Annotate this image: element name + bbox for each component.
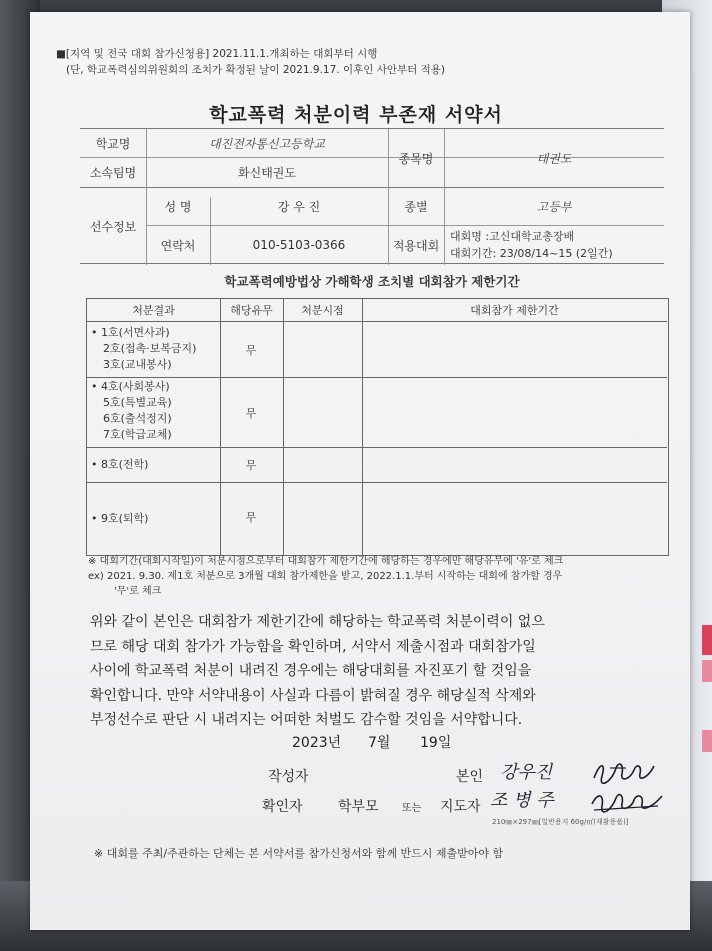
submission-note: ※ 대회를 주최/주관하는 단체는 본 서약서를 참가신청서와 함께 반드시 제출받아야 함 <box>94 847 504 860</box>
item: 6호(출석정지) <box>103 412 172 425</box>
item: 5호(특별교육) <box>103 396 172 409</box>
player-label: 선수정보 <box>89 219 137 234</box>
sport-value: 태권도 <box>536 151 572 166</box>
row-2-applicable: 무 <box>245 407 257 420</box>
confirmer-label: 확인자 <box>262 799 303 815</box>
row-1-items <box>91 325 196 373</box>
or-label: 또는 <box>402 803 422 814</box>
self-label: 본인 <box>456 769 484 785</box>
name-value: 강 우 진 <box>277 199 321 214</box>
item: 3호(교내봉사) <box>103 358 172 371</box>
header-restriction-period: 대회참가 제한기간 <box>470 304 559 317</box>
pledge-line: 위와 같이 본인은 대회참가 제한기간에 해당하는 학교폭력 처분이력이 없으 <box>90 614 545 630</box>
category-value: 고등부 <box>536 199 572 214</box>
header-applicable: 해당유무 <box>230 304 273 317</box>
sport-label: 종목명 <box>398 151 434 166</box>
info-table <box>80 128 664 264</box>
pink-tab <box>702 625 712 655</box>
header-disposition-date: 처분시점 <box>301 304 344 317</box>
parent-label: 학부모 <box>338 799 379 815</box>
pledge-line: 사이에 학교폭력 처분이 내려진 경우에는 해당대회를 자진포기 할 것임을 <box>90 663 532 679</box>
disposition-table <box>86 298 669 556</box>
footnote <box>88 554 668 599</box>
name-label: 성 명 <box>164 199 192 214</box>
pledge-line: 확인합니다. 만약 서약내용이 사실과 다름이 밝혀질 경우 해당실적 삭제와 <box>90 687 536 704</box>
document-title: 학교폭력 처분이력 부존재 서약서 <box>209 104 503 126</box>
restriction-subtitle: 학교폭력예방법상 가해학생 조치별 대회참가 제한기간 <box>224 274 520 289</box>
footnote-line-3: '무'로 체크 <box>114 586 162 597</box>
self-handwritten-name: 강우진 <box>500 762 553 783</box>
row-3-items <box>91 457 148 473</box>
date-year: 2023년 <box>292 735 342 751</box>
footnote-line-2: ex) 2021. 9.30. 제1호 처분으로 3개월 대회 참가제한을 받고, 2022.1.1.부터 시작하는 대회에 참가할 경우 <box>88 571 563 582</box>
notice-line-2: (단, 학교폭력심의위원회의 조치가 확정된 날이 2021.9.17. 이후인 사안부터 적용) <box>66 64 446 76</box>
row-1-applicable: 무 <box>245 344 257 357</box>
team-label: 소속팀명 <box>89 165 137 180</box>
category-label: 종별 <box>404 199 428 214</box>
row-2-items <box>91 379 172 443</box>
coach-signature <box>588 786 668 816</box>
notice-line-1: ■[지역 및 전국 대회 참가신청용] 2021.11.1.개최하는 대회부터 시행 <box>56 48 378 60</box>
event-label: 적용대회 <box>392 238 440 253</box>
header-result: 처분결과 <box>132 304 175 317</box>
pledge-line: 부정선수로 판단 시 내려지는 어떠한 처벌도 감수할 것임을 서약합니다. <box>90 712 523 728</box>
row-4-applicable: 무 <box>245 511 257 524</box>
row-4-items <box>91 511 148 527</box>
date-day: 19일 <box>420 735 452 751</box>
pink-tab <box>702 660 712 682</box>
pledge-line: 므로 해당 대회 참가가 가능함을 확인하며, 서약서 제출시점과 대회참가일 <box>90 638 536 655</box>
event-info <box>450 228 613 262</box>
pledge-text <box>90 610 680 733</box>
school-label: 학교명 <box>95 136 131 151</box>
item: • 9호(퇴학) <box>91 512 149 525</box>
team-value: 화신태권도 <box>238 165 296 180</box>
item: 2호(접촉·보복금지) <box>103 342 197 355</box>
item: • 4호(사회봉사) <box>91 380 170 393</box>
school-value: 대진전자통신고등학교 <box>209 136 325 151</box>
date-month: 7월 <box>368 735 391 751</box>
notice <box>56 46 445 78</box>
event-period: 대회기간: 23/08/14~15 (2일간) <box>450 247 613 260</box>
contact-label: 연락처 <box>160 238 196 253</box>
paper-spec: 210㎜×297㎜[일반용지 60g/㎡(재활용품)] <box>492 818 629 826</box>
item: • 1호(서면사과) <box>91 326 170 339</box>
row-3-applicable: 무 <box>245 459 257 472</box>
coach-label: 지도자 <box>440 799 481 815</box>
footnote-line-1: ※ 대회기간(대회시작일)이 처분시점으로부터 대회참가 제한기간에 해당하는 경우에만 해당유무에 '유'로 체크 <box>88 556 564 567</box>
item: 7호(학급교체) <box>103 428 172 441</box>
event-name: 대회명 :고신대학교총장배 <box>450 230 575 243</box>
contact-value: 010-5103-0366 <box>252 238 346 252</box>
writer-label: 작성자 <box>268 769 309 785</box>
item: • 8호(전학) <box>91 458 149 471</box>
self-signature <box>590 756 660 786</box>
coach-handwritten-name: 조 병 주 <box>490 790 554 811</box>
pink-tab <box>702 730 712 752</box>
